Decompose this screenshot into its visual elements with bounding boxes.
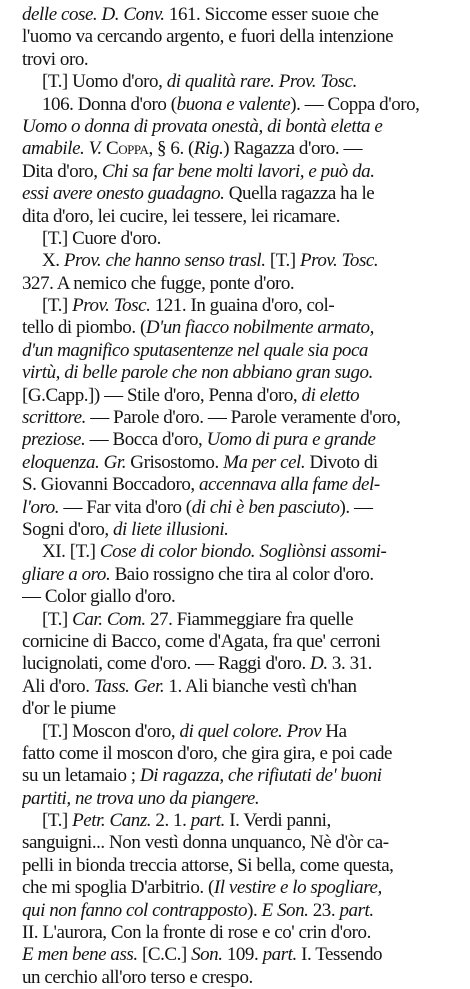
text-span: — Parole d'oro. — Parole veramente d'oro, bbox=[85, 407, 401, 429]
text-span: 3. 31. bbox=[327, 653, 372, 675]
text-line bbox=[22, 721, 458, 743]
text-line bbox=[22, 877, 458, 899]
italic-text: Cose di color biondo. Sogliònsi assomi- bbox=[99, 541, 387, 563]
italic-text: di chi è ben pasciuto bbox=[191, 496, 340, 518]
italic-text: Chi sa far bene molti lavori, e può da. bbox=[101, 160, 375, 182]
text-span: [G.Capp.]) — Stile d'oro, Penna d'oro, bbox=[22, 384, 302, 406]
text-span: sanguigni... Non vestì donna unquanco, Nè d'òr ca- bbox=[22, 832, 389, 854]
italic-text: Ma per cel. bbox=[223, 451, 306, 473]
text-line bbox=[22, 631, 458, 653]
italic-text: essi avere onesto guadagno. bbox=[22, 183, 225, 205]
text-line bbox=[22, 273, 458, 295]
text-span: [T.] bbox=[42, 71, 73, 93]
text-span: S. Giovanni Boccadoro, bbox=[22, 474, 199, 496]
text-span: ı bbox=[336, 4, 342, 25]
text-span: — Bocca d'oro, bbox=[85, 429, 207, 451]
text-line bbox=[22, 228, 458, 250]
text-span: Sogni d'oro, bbox=[22, 518, 113, 540]
italic-text: Car. Com. bbox=[72, 608, 146, 630]
italic-text: Rig. bbox=[193, 138, 224, 160]
italic-text: gliare a oro. bbox=[22, 563, 111, 585]
text-line bbox=[22, 429, 458, 451]
text-span: X. bbox=[42, 250, 64, 272]
text-span: 161. Siccome esser suo bbox=[168, 4, 337, 25]
italic-text: Prov. Tosc. bbox=[299, 250, 379, 272]
text-line bbox=[22, 116, 458, 138]
text-line bbox=[22, 385, 458, 407]
text-span: XI. [T.] bbox=[42, 541, 100, 563]
text-span: trovi oro. bbox=[22, 48, 89, 70]
text-span: 327. A nemico che fugge, ponte d'oro. bbox=[22, 272, 295, 294]
text-span: [T.] bbox=[42, 720, 73, 742]
text-line bbox=[22, 340, 458, 362]
text-span: [T.] bbox=[42, 227, 73, 249]
text-line bbox=[22, 541, 458, 563]
text-line bbox=[22, 810, 458, 832]
text-span: Ha bbox=[321, 720, 347, 742]
text-line bbox=[22, 452, 458, 474]
italic-text: delle cose. D. Conv. bbox=[22, 4, 169, 25]
italic-text: buona e valente bbox=[176, 93, 291, 115]
text-span: pelli in bionda treccia attorse, Si bella, come questa, bbox=[22, 854, 394, 876]
text-line bbox=[22, 407, 458, 429]
text-line bbox=[22, 4, 458, 26]
italic-text: l'oro. bbox=[22, 496, 60, 518]
italic-text: di quel colore. Prov bbox=[179, 720, 322, 742]
italic-text: accennava alla fame del- bbox=[198, 474, 380, 496]
text-span: II. L'aurora, Con la fronte di rose e co' crin d'oro. bbox=[22, 922, 371, 944]
text-line bbox=[22, 519, 458, 541]
text-span: 2. 1. bbox=[151, 810, 191, 832]
text-span: Divoto di bbox=[305, 451, 378, 473]
text-span: Uomo d'oro, bbox=[72, 71, 167, 93]
text-span: d'or le piume bbox=[22, 698, 116, 720]
text-line bbox=[22, 586, 458, 608]
text-span: 27. Fiammeggiare fra quelle bbox=[145, 608, 354, 630]
italic-text: E men bene ass. bbox=[22, 944, 138, 966]
italic-text: Uomo o donna di provata onestà, di bontà eletta e bbox=[22, 115, 383, 137]
text-line bbox=[22, 855, 458, 877]
text-span: lucignolati, come d'oro. — Raggi d'oro. bbox=[22, 653, 311, 675]
text-span: Moscon d'oro, bbox=[72, 720, 180, 742]
text-span: 1. Ali bianche vestì ch'han bbox=[164, 675, 357, 697]
text-span: ) Ragazza d'oro. — bbox=[223, 138, 363, 160]
text-span: Dita d'oro, bbox=[22, 160, 102, 182]
text-line bbox=[22, 944, 458, 966]
text-line bbox=[22, 922, 458, 944]
text-span: Ali d'oro. bbox=[22, 675, 94, 697]
text-line bbox=[22, 698, 458, 720]
text-span: 109. bbox=[222, 944, 263, 966]
text-line bbox=[22, 183, 458, 205]
text-line bbox=[22, 250, 458, 272]
text-span: Grisostomo. bbox=[126, 451, 224, 473]
text-span: ). — bbox=[339, 496, 373, 518]
text-span: 121. In guaina d'oro, col- bbox=[150, 295, 335, 317]
italic-text: di qualità rare. Prov. Tosc. bbox=[166, 71, 357, 93]
text-span: e che bbox=[341, 4, 379, 25]
text-line bbox=[22, 71, 458, 93]
text-span: ). — Coppa d'oro, bbox=[290, 93, 420, 115]
text-span: Baio rossigno che tira al color d'oro. bbox=[110, 563, 374, 585]
text-line bbox=[22, 788, 458, 810]
text-span: [T.] bbox=[42, 295, 73, 317]
italic-text: d'un magnifico sputasentenze nel quale sia poca bbox=[22, 339, 368, 361]
text-line bbox=[22, 138, 458, 160]
text-line bbox=[22, 653, 458, 675]
text-line bbox=[22, 295, 458, 317]
italic-text: qui non fanno col contrapposto bbox=[22, 899, 248, 921]
italic-text: partiti, ne trova uno da piangere. bbox=[22, 787, 260, 809]
text-span: — Far vita d'oro ( bbox=[59, 496, 192, 518]
text-line bbox=[22, 26, 458, 48]
text-span: [T.] bbox=[265, 250, 300, 272]
text-line bbox=[22, 676, 458, 698]
text-span: ). bbox=[247, 899, 262, 921]
text-span: I. Tessendo bbox=[296, 944, 383, 966]
text-span: cornicine di Bacco, come d'Agata, fra que' cerroni bbox=[22, 630, 381, 652]
text-span: l'uomo va cercando argento, e fuori della intenzione bbox=[22, 26, 394, 48]
text-span: Quella ragazza ha le bbox=[224, 183, 375, 205]
text-line bbox=[22, 609, 458, 631]
text-span: [C.C.] bbox=[137, 944, 192, 966]
text-span: , § 6. ( bbox=[148, 138, 194, 160]
text-line bbox=[22, 49, 458, 71]
text-span: — Color giallo d'oro. bbox=[22, 586, 176, 608]
text-line bbox=[22, 832, 458, 854]
text-line bbox=[22, 900, 458, 922]
italic-text: scrittore. bbox=[22, 407, 86, 429]
italic-text: di liete illusioni. bbox=[113, 518, 229, 540]
italic-text: preziose. bbox=[22, 429, 86, 451]
text-line bbox=[22, 743, 458, 765]
text-span: dita d'oro, lei cucire, lei tessere, lei ricamare. bbox=[22, 205, 341, 227]
italic-text: Petr. Canz. bbox=[72, 810, 152, 832]
text-span: Cuore d'oro. bbox=[72, 227, 161, 249]
italic-text: di eletto bbox=[301, 384, 360, 406]
text-span: tello di piombo. ( bbox=[22, 317, 146, 339]
italic-text: part. bbox=[190, 810, 225, 832]
italic-text: virtù, di belle parole che non abbiano gran sugo. bbox=[22, 362, 373, 384]
text-line bbox=[22, 497, 458, 519]
text-span: [T.] bbox=[42, 608, 73, 630]
italic-text: Il vestire e lo spogliare, bbox=[213, 877, 382, 899]
italic-text: Prov. che hanno senso trasl. bbox=[63, 250, 266, 272]
text-line bbox=[22, 161, 458, 183]
italic-text: Uomo di pura e grande bbox=[206, 429, 376, 451]
italic-text: E Son. bbox=[261, 899, 309, 921]
italic-text: D'un fiacco nobilmente armato, bbox=[145, 317, 374, 339]
text-line bbox=[22, 564, 458, 586]
italic-text: part. bbox=[262, 944, 297, 966]
italic-text: part. bbox=[339, 899, 374, 921]
text-span: un cerchio all'oro terso e crespo. bbox=[22, 966, 253, 988]
text-span: 106. Donna d'oro ( bbox=[42, 93, 177, 115]
text-span: che mi spoglia D'arbitrio. ( bbox=[22, 877, 214, 899]
italic-text: amabile. V. bbox=[22, 138, 106, 160]
italic-text: D. bbox=[310, 653, 328, 675]
text-line bbox=[22, 967, 458, 989]
text-span: su un letamaio ; bbox=[22, 765, 140, 787]
text-span: 23. bbox=[308, 899, 340, 921]
text-span: [T.] bbox=[42, 810, 73, 832]
text-span: Coppa bbox=[105, 138, 149, 160]
text-span: fatto come il moscon d'oro, che gira gira, e poi cade bbox=[22, 742, 392, 764]
text-span: I. Verdi panni, bbox=[224, 810, 331, 832]
text-line bbox=[22, 206, 458, 228]
text-line bbox=[22, 765, 458, 787]
text-line bbox=[22, 317, 458, 339]
italic-text: eloquenza. Gr. bbox=[22, 451, 126, 473]
italic-text: Son. bbox=[191, 944, 223, 966]
text-line bbox=[22, 474, 458, 496]
text-line bbox=[22, 362, 458, 384]
italic-text: Prov. Tosc. bbox=[72, 295, 151, 317]
italic-text: Di ragazza, che rifiutati de' buoni bbox=[139, 765, 382, 787]
text-line bbox=[22, 94, 458, 116]
italic-text: Tass. Ger. bbox=[93, 675, 165, 697]
